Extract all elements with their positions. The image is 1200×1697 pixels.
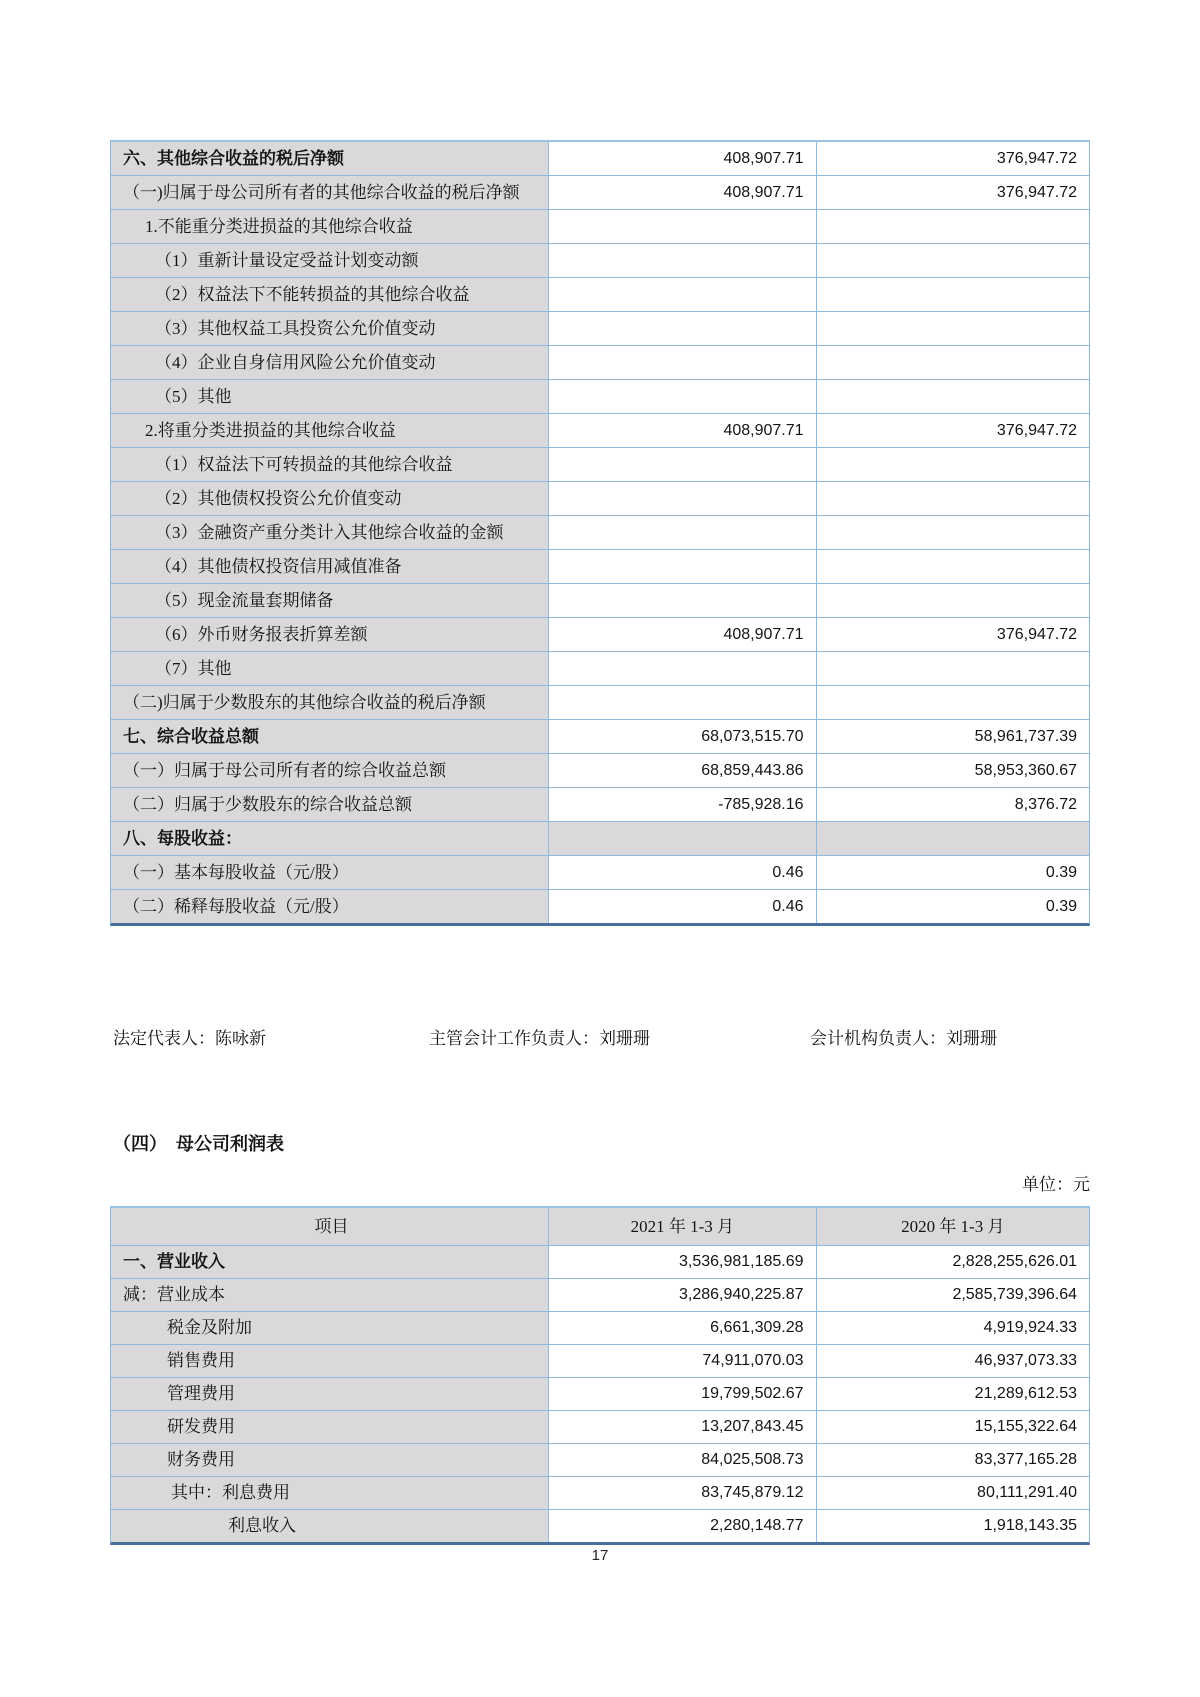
row-value-col1: 84,025,508.73 [548,1444,815,1476]
row-value-col2: 2,828,255,626.01 [816,1246,1089,1278]
row-value-col2 [816,210,1089,243]
row-value-col2: 83,377,165.28 [816,1444,1089,1476]
row-value-col2 [816,482,1089,515]
row-value-col1 [548,550,815,583]
table-row [111,822,1089,856]
table-row [111,890,1089,923]
table-row [111,1246,1089,1279]
table-row [111,1279,1089,1312]
table-row [111,686,1089,720]
row-value-col1: 408,907.71 [548,142,815,175]
row-value-col2: 376,947.72 [816,618,1089,651]
row-value-col1: 408,907.71 [548,618,815,651]
unit-note: 单位：元 [1022,1175,1090,1194]
row-label: （3）其他权益工具投资公允价值变动 [111,312,548,345]
row-value-col1 [548,244,815,277]
row-value-col2 [816,278,1089,311]
row-label: 一、营业收入 [111,1246,548,1278]
row-value-col2 [816,312,1089,345]
table-row [111,380,1089,414]
row-label: 销售费用 [111,1345,548,1377]
row-value-col2 [816,822,1089,855]
row-value-col1: -785,928.16 [548,788,815,821]
legal-representative: 法定代表人：陈咏新 [113,1029,266,1048]
row-value-col1 [548,278,815,311]
row-value-col2: 2,585,739,396.64 [816,1279,1089,1311]
row-value-col2: 376,947.72 [816,414,1089,447]
row-value-col1 [548,652,815,685]
row-value-col2: 58,953,360.67 [816,754,1089,787]
table-row [111,1444,1089,1477]
table-row [111,312,1089,346]
row-value-col2: 58,961,737.39 [816,720,1089,753]
comprehensive-income-table-rows [111,142,1089,923]
table-row [111,720,1089,754]
page-number: 17 [591,1547,609,1564]
row-value-col1: 83,745,879.12 [548,1477,815,1509]
row-label: 七、综合收益总额 [111,720,548,753]
row-value-col2 [816,652,1089,685]
row-label: （1）权益法下可转损益的其他综合收益 [111,448,548,481]
table-row [111,482,1089,516]
row-label: （7）其他 [111,652,548,685]
row-value-col1 [548,448,815,481]
row-label: 1.不能重分类进损益的其他综合收益 [111,210,548,243]
row-label: 其中：利息费用 [111,1477,548,1509]
accounting-dept-head: 会计机构负责人：刘珊珊 [810,1029,997,1048]
header-period-2021: 2021 年 1-3 月 [548,1208,815,1245]
row-label: 八、每股收益： [111,822,548,855]
table-row [111,550,1089,584]
row-label: 利息收入 [111,1510,548,1542]
row-label: （一)归属于母公司所有者的其他综合收益的税后净额 [111,176,548,209]
row-label: （2）其他债权投资公允价值变动 [111,482,548,515]
row-value-col1: 74,911,070.03 [548,1345,815,1377]
table-row [111,1510,1089,1542]
row-label: （1）重新计量设定受益计划变动额 [111,244,548,277]
row-value-col1 [548,312,815,345]
row-value-col1: 19,799,502.67 [548,1378,815,1410]
row-value-col2: 0.39 [816,890,1089,923]
row-label: 减：营业成本 [111,1279,548,1311]
comprehensive-income-table [110,140,1090,926]
row-value-col2 [816,516,1089,549]
row-label: （一）基本每股收益（元/股） [111,856,548,889]
chief-accounting-officer: 主管会计工作负责人：刘珊珊 [429,1029,650,1048]
row-value-col2: 376,947.72 [816,176,1089,209]
row-value-col1 [548,210,815,243]
row-value-col2: 8,376.72 [816,788,1089,821]
table-row [111,516,1089,550]
row-label: （二）归属于少数股东的综合收益总额 [111,788,548,821]
row-value-col2: 376,947.72 [816,142,1089,175]
table-row [111,414,1089,448]
table-row [111,584,1089,618]
table-row [111,346,1089,380]
table-row [111,788,1089,822]
row-value-col1: 68,073,515.70 [548,720,815,753]
row-value-col1 [548,482,815,515]
row-label: 管理费用 [111,1378,548,1410]
table-row [111,1378,1089,1411]
table-row [111,652,1089,686]
row-value-col2 [816,244,1089,277]
signature-line [0,1024,1200,1054]
row-value-col2: 80,111,291.40 [816,1477,1089,1509]
row-value-col1: 2,280,148.77 [548,1510,815,1542]
row-label: 2.将重分类进损益的其他综合收益 [111,414,548,447]
table-row [111,1411,1089,1444]
row-label: （4）企业自身信用风险公允价值变动 [111,346,548,379]
row-label: 研发费用 [111,1411,548,1443]
row-value-col1: 408,907.71 [548,414,815,447]
row-value-col2: 4,919,924.33 [816,1312,1089,1344]
row-value-col1: 13,207,843.45 [548,1411,815,1443]
row-value-col2: 21,289,612.53 [816,1378,1089,1410]
table-row [111,754,1089,788]
row-value-col2 [816,448,1089,481]
row-label: 六、其他综合收益的税后净额 [111,142,548,175]
row-value-col2 [816,550,1089,583]
row-label: （二)归属于少数股东的其他综合收益的税后净额 [111,686,548,719]
row-value-col2 [816,584,1089,617]
table-row [111,856,1089,890]
table-row [111,142,1089,176]
parent-income-table [110,1206,1090,1545]
row-value-col1 [548,584,815,617]
row-label: （3）金融资产重分类计入其他综合收益的金额 [111,516,548,549]
table-row [111,210,1089,244]
row-label: 财务费用 [111,1444,548,1476]
row-value-col2: 0.39 [816,856,1089,889]
row-value-col1 [548,380,815,413]
header-period-2020: 2020 年 1-3 月 [816,1208,1089,1245]
row-value-col1: 3,286,940,225.87 [548,1279,815,1311]
row-value-col1: 3,536,981,185.69 [548,1246,815,1278]
row-value-col1 [548,686,815,719]
row-label: 税金及附加 [111,1312,548,1344]
section-title: （四） 母公司利润表 [113,1134,284,1154]
row-value-col1 [548,346,815,379]
table-row [111,278,1089,312]
table-row [111,618,1089,652]
row-label: （5）现金流量套期储备 [111,584,548,617]
table-row [111,176,1089,210]
row-value-col1: 0.46 [548,890,815,923]
row-value-col1 [548,516,815,549]
row-value-col1: 408,907.71 [548,176,815,209]
row-label: （二）稀释每股收益（元/股） [111,890,548,923]
row-label: （2）权益法下不能转损益的其他综合收益 [111,278,548,311]
row-value-col2 [816,686,1089,719]
row-value-col1 [548,822,815,855]
row-value-col1: 6,661,309.28 [548,1312,815,1344]
table-row [111,1477,1089,1510]
header-item-column: 项目 [111,1208,548,1245]
row-value-col2: 15,155,322.64 [816,1411,1089,1443]
row-value-col2: 46,937,073.33 [816,1345,1089,1377]
table-header-row [111,1208,1089,1246]
row-value-col1: 68,859,443.86 [548,754,815,787]
row-value-col2: 1,918,143.35 [816,1510,1089,1542]
row-label: （4）其他债权投资信用减值准备 [111,550,548,583]
table-row [111,1312,1089,1345]
row-label: （5）其他 [111,380,548,413]
row-label: （6）外币财务报表折算差额 [111,618,548,651]
table-row [111,448,1089,482]
row-value-col2 [816,380,1089,413]
row-value-col1: 0.46 [548,856,815,889]
parent-income-table-rows [111,1246,1089,1542]
table-row [111,244,1089,278]
row-label: （一）归属于母公司所有者的综合收益总额 [111,754,548,787]
table-row [111,1345,1089,1378]
row-value-col2 [816,346,1089,379]
